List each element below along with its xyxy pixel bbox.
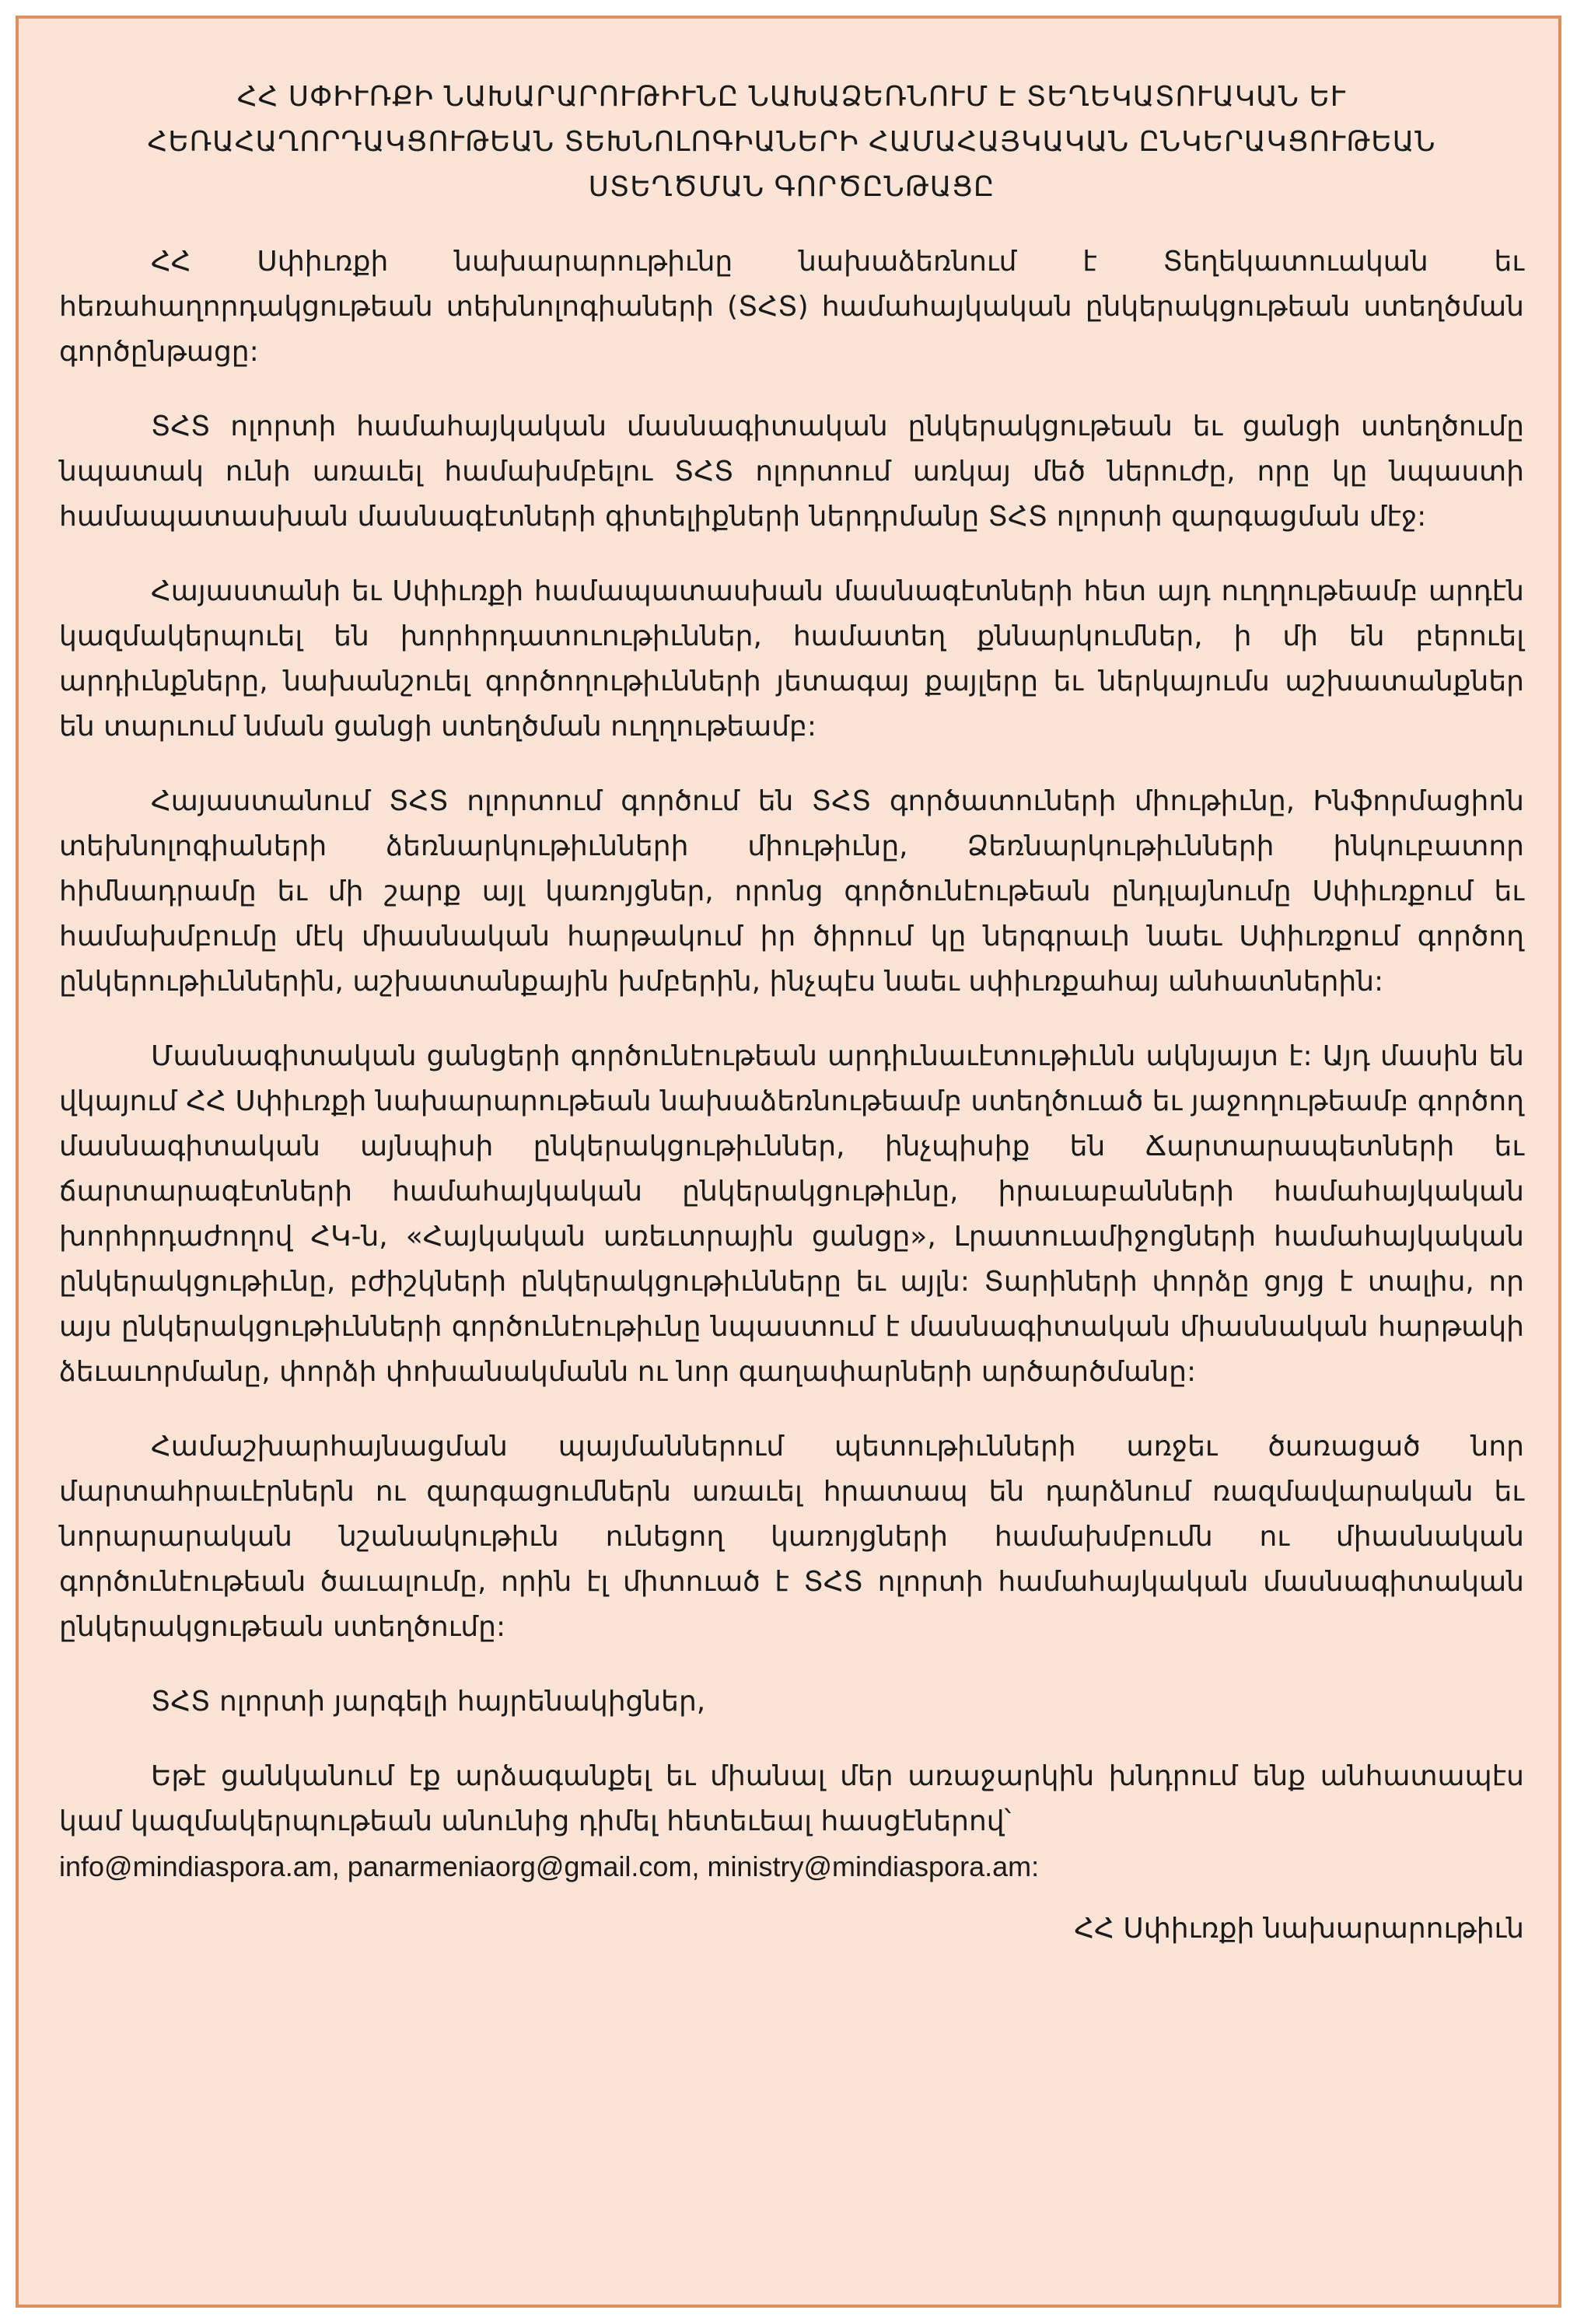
document-body xyxy=(59,75,1524,1952)
paragraph-greeting: ՏՀՏ ոլորտի յարգելի հայրենակիցներ, xyxy=(151,1686,706,1718)
paragraph-globalization: Համաշխարհայնացման պայմաններում պետութիւնների առջեւ ծառացած նոր մարտահրաւէրներն ու զարգացումներն առաւել հրատապ են դարձնում ռազմավարական եւ նորարարական նշանակութիւն ունեցող կառոյցների համախմբումն ու միասնական գործունէութեան ծաւալումը, որին էլ միտուած է ՏՀՏ ոլորտի համահայկական մասնագիտական ընկերակցութեան ստեղծումը: xyxy=(59,1431,1524,1643)
paragraph-armenian-organizations: Հայաստանում ՏՀՏ ոլորտում գործում են ՏՀՏ գործատուների միութիւնը, Ինֆորմացիոն տեխնոլոգիաների ձեռնարկութիւնների միութիւնը, Ձեռնարկութիւնների ինկուբատոր հիմնադրամը եւ մի շարք այլ կառոյցներ, որոնց գործունէութեան ընդլայնումը Սփիւռքում եւ համախմբումը մէկ միասնական հարթակում իր ծիրում կը ներգրաւի նաեւ Սփիւռքում գործող ընկերութիւններին, աշխատանքային խմբերին, ինչպէս նաեւ սփիւռքահայ անհատներին: xyxy=(59,785,1524,998)
paragraph-consultations: Հայաստանի եւ Սփիւռքի համապատասխան մասնագէտների հետ այդ ուղղութեամբ արդէն կազմակերպուել են խորհրդատուութիւններ, համատեղ քննարկումներ, ի մի են բերուել արդիւնքները, նախանշուել գործողութիւնների յետագայ քայլերը եւ ներկայումս աշխատանքներ են տարւում նման ցանցի ստեղծման ուղղութեամբ: xyxy=(59,575,1524,743)
contact-emails[interactable]: info@mindiaspora.am, panarmeniaorg@gmail.com, ministry@mindiaspora.am: xyxy=(59,1850,1040,1882)
paragraph-intro: ՀՀ Սփիւռքի նախարարութիւնը նախաձեռնում է Տեղեկատուական եւ հեռահաղորդակցութեան տեխնոլոգիաների (ՏՀՏ) համահայկական ընկերակցութեան ստեղծման գործընթացը: xyxy=(59,246,1524,368)
call-to-action-text: Եթէ ցանկանում էք արձագանքել եւ միանալ մեր առաջարկին խնդրում ենք անհատապէս կամ կազմակերպութեան անունից դիմել հետեւեալ հասցէներով՝ xyxy=(59,1760,1524,1837)
paragraph-network-effectiveness: Մասնագիտական ցանցերի գործունէութեան արդիւնաւէտութիւնն ակնյայտ է: Այդ մասին են վկայում ՀՀ Սփիւռքի նախարարութեան նախաձեռնութեամբ ստեղծուած եւ յաջողութեամբ գործող մասնագիտական այնպիսի ընկերակցութիւններ, ինչպիսիք են Ճարտարապետների եւ ճարտարագէտների համահայկական ընկերակցութիւնը, իրաւաբանների համահայկական խորհրդաժողով ՀԿ-ն, «Հայկական առեւտրային ցանցը», Լրատուամիջոցների համահայկական ընկերակցութիւնը, բժիշկների ընկերակցութիւնները եւ այլն: Տարիների փորձը ցոյց է տալիս, որ այս ընկերակցութիւնների գործունէութիւնը նպաստում է մասնագիտական միասնական հարթակի ձեւաւորմանը, փորձի փոխանակմանն ու նոր գաղափարների արծարծմանը: xyxy=(59,1040,1524,1388)
document-frame xyxy=(16,16,1561,2308)
paragraph-call-to-action xyxy=(59,1754,1524,1889)
paragraph-network-goal: ՏՀՏ ոլորտի համահայկական մասնագիտական ընկերակցութեան եւ ցանցի ստեղծումը նպատակ ունի առաւել համախմբելու ՏՀՏ ոլորտում առկայ մեծ ներուժը, որը կը նպաստի համապատասխան մասնագէտների գիտելիքների ներդրմանը ՏՀՏ ոլորտի զարգացման մէջ: xyxy=(59,411,1524,533)
document-title: ՀՀ ՍՓԻՒՌՔԻ ՆԱԽԱՐԱՐՈՒԹԻՒՆԸ ՆԱԽԱՁԵՌՆՈՒՄ Է ՏԵՂԵԿԱՏՈՒԱԿԱՆ ԵՒ ՀԵՌԱՀԱՂՈՐԴԱԿՑՈՒԹԵԱՆ ՏԵԽՆՈԼՈԳԻԱՆԵՐԻ ՀԱՄԱՀԱՅԿԱԿԱՆ ԸՆԿԵՐԱԿՑՈՒԹԵԱՆ ՍՏԵՂԾՄԱՆ ԳՈՐԾԸՆԹԱՑԸ xyxy=(147,81,1436,203)
document-signature: ՀՀ Սփիւռքի նախարարութիւն xyxy=(1074,1913,1524,1945)
